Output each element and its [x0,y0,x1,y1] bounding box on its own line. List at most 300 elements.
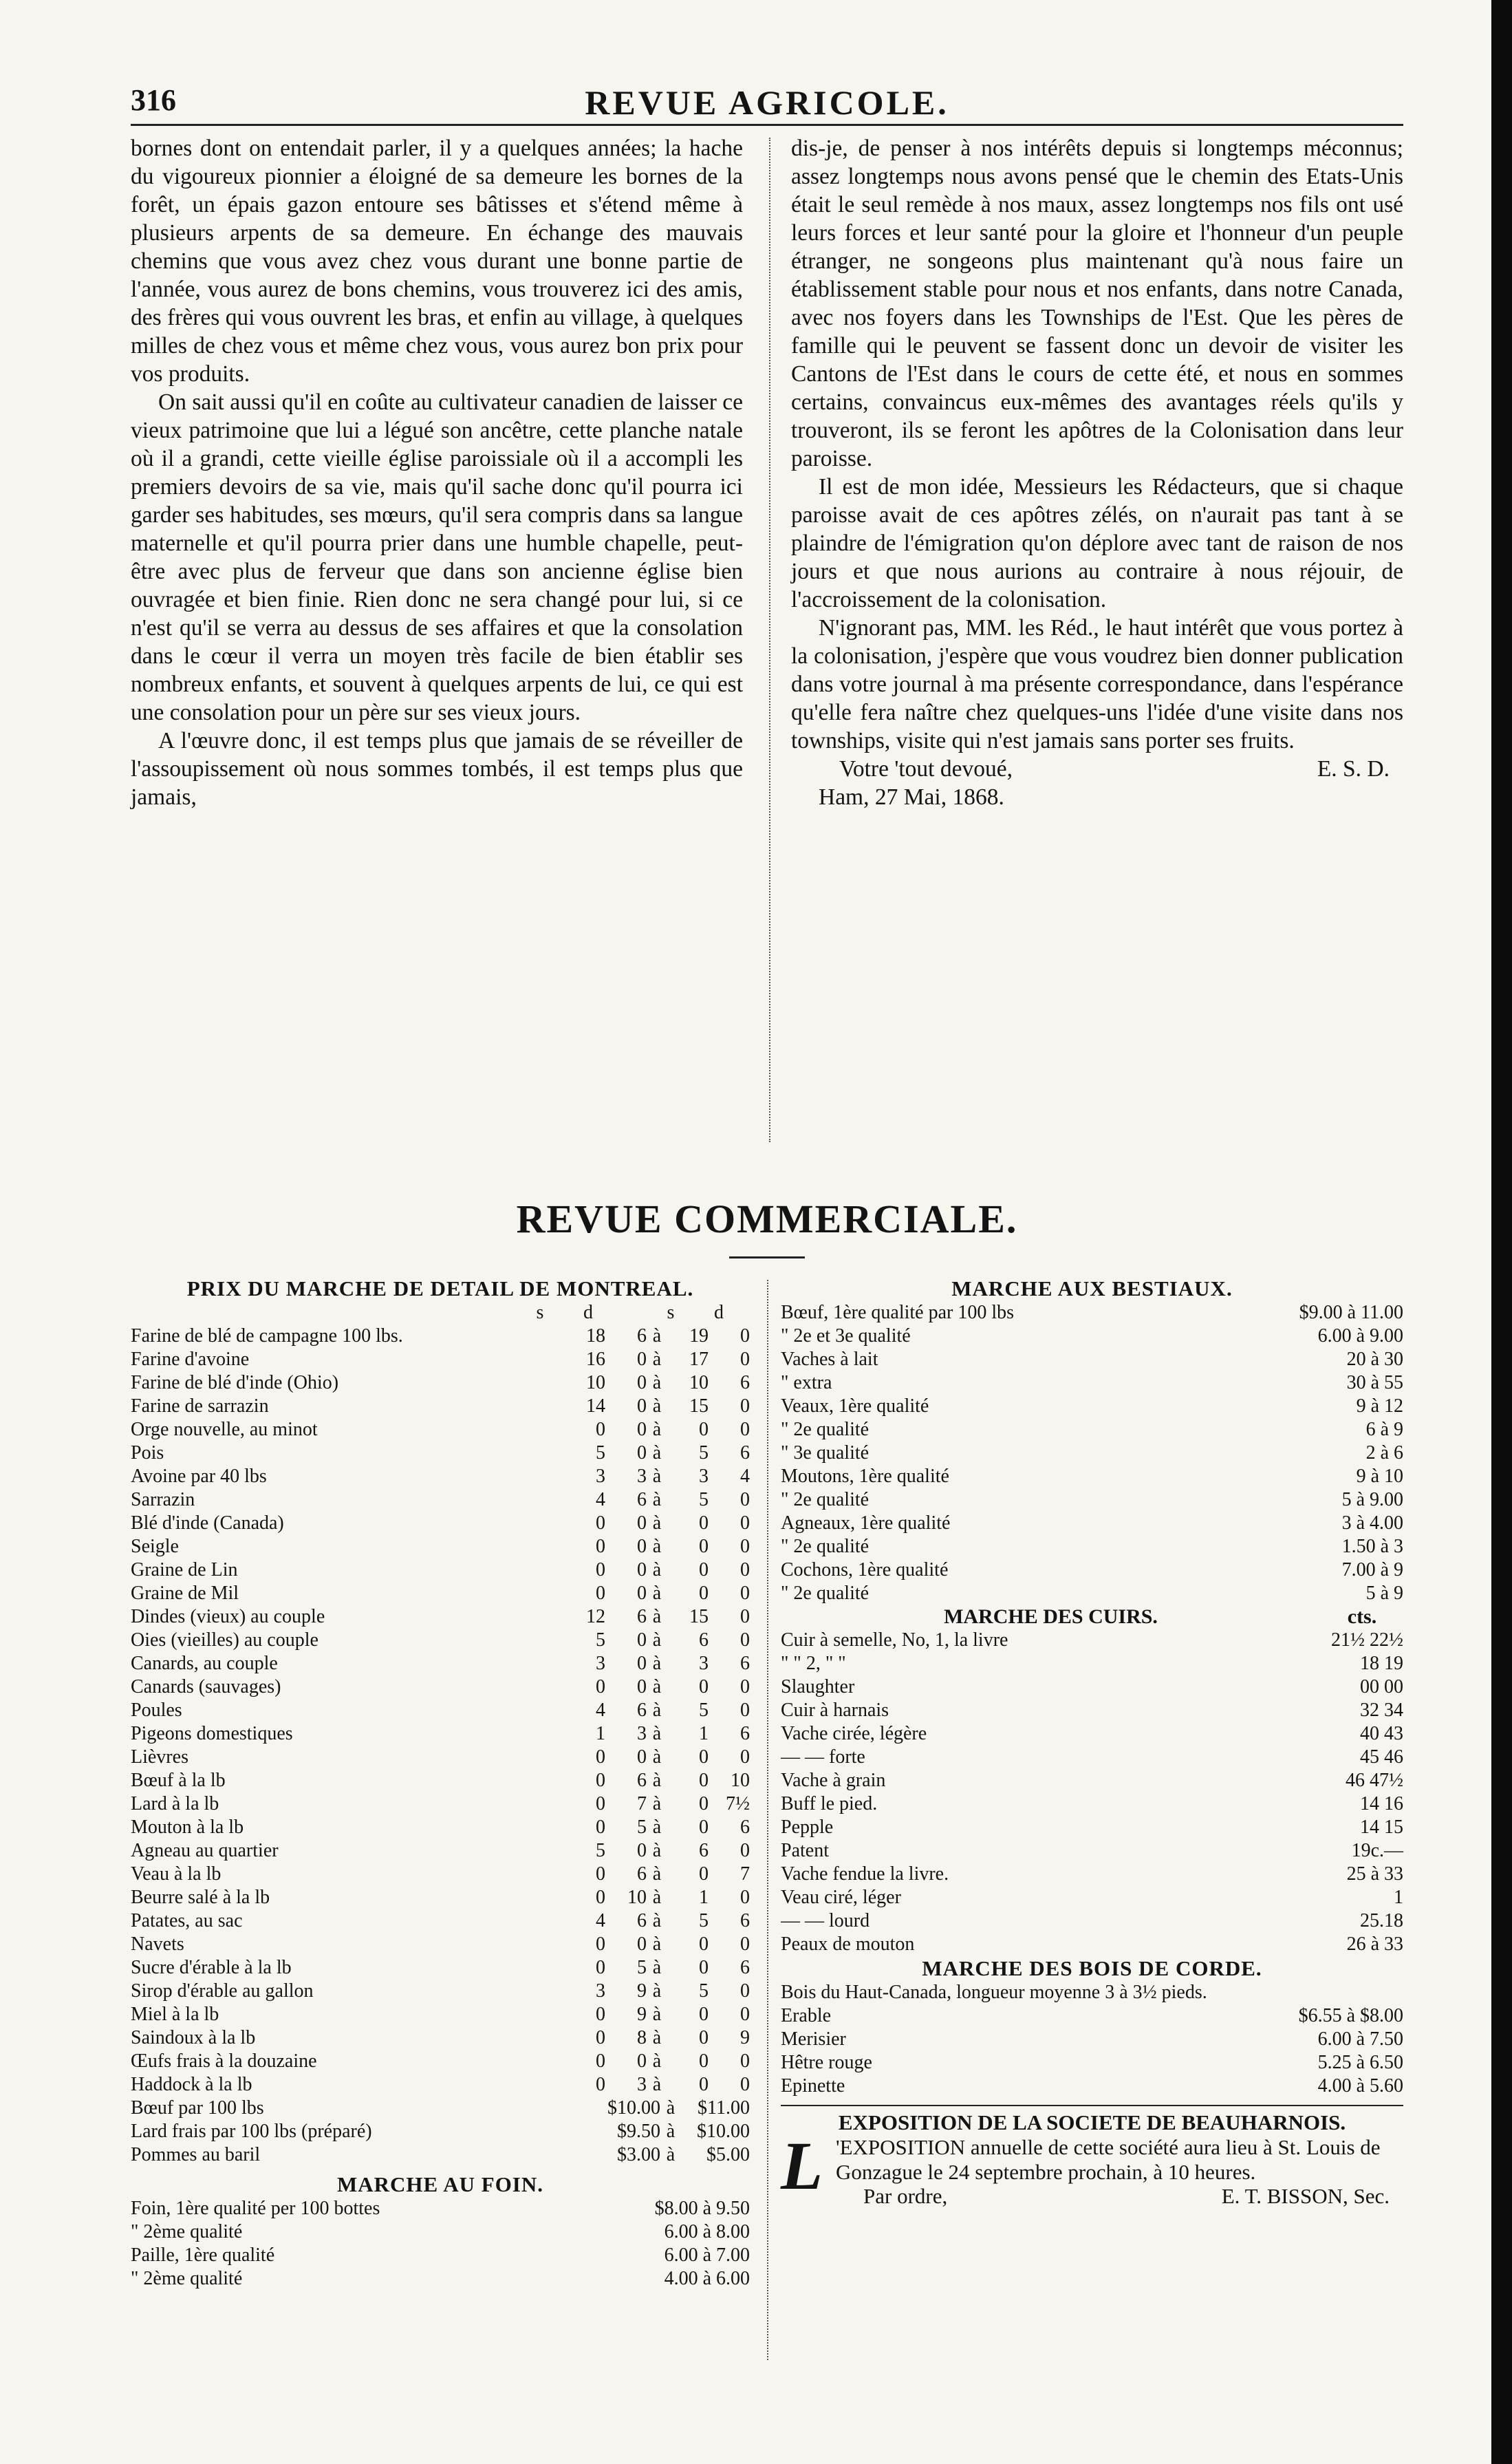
price-pence-low: 9 [637,2004,647,2025]
item-label: " 2e et 3e qualité [781,1325,911,1347]
bois-title: MARCHE DES BOIS DE CORDE. [922,1956,1262,1980]
item-label: " 2e qualité [781,1536,870,1557]
item-price: 18 19 [1360,1653,1403,1674]
item-label: Miel à la lb [131,2004,219,2025]
table-row [781,1909,1403,1933]
price-pence-high: 0 [740,1419,750,1440]
montreal-market-column [131,1276,750,2291]
item-price: 25 à 33 [1346,1863,1403,1885]
exposition-title: EXPOSITION DE LA SOCIETE DE BEAUHARNOIS. [838,2110,1346,2134]
price-shillings-low: 3 [596,1653,605,1674]
range-sep: à [652,1419,662,1440]
letter-left-column [131,134,743,811]
item-label: " 2e qualité [781,1489,870,1510]
price-pence-low: 6 [637,1700,647,1721]
price-pence-low: 0 [637,1559,647,1581]
bois-table [781,2004,1403,2098]
table-row [131,2097,750,2120]
table-row [781,2004,1403,2028]
cuirs-header [781,1605,1403,1629]
table-row [131,1512,750,1535]
price-shillings-low: 0 [596,1887,605,1908]
price-shillings-high: 0 [699,1536,709,1557]
letter-signature-line [791,755,1403,783]
item-label: Farine de blé d'inde (Ohio) [131,1372,339,1393]
price-shillings-low: 0 [596,1746,605,1768]
montreal-title: PRIX DU MARCHE DE DETAIL DE MONTREAL. [186,1276,694,1300]
item-price: 25.18 [1360,1910,1403,1931]
letter-right-column [791,134,1403,811]
item-price: 6.00 à 7.00 [664,2245,750,2266]
price-pence-low: 5 [637,1817,647,1838]
table-row [131,2244,750,2267]
table-row [131,1792,750,1816]
montreal-dollar-table [131,2097,750,2167]
price-shillings-high: 0 [699,2074,709,2095]
item-label: Peaux de mouton [781,1933,915,1955]
table-row [781,1512,1403,1535]
table-row [131,1605,750,1629]
item-label: Cochons, 1ère qualité [781,1559,949,1581]
price-shillings-high: 0 [699,1770,709,1791]
item-label: Moutons, 1ère qualité [781,1466,949,1487]
item-label: Farine de blé de campagne 100 lbs. [131,1325,403,1347]
item-label: Foin, 1ère qualité per 100 bottes [131,2198,380,2219]
price-low: $3.00 [617,2144,660,2165]
price-pence-low: 5 [637,1957,647,1978]
table-row [131,1395,750,1418]
price-shillings-low: 0 [596,1559,605,1581]
price-low: $10.00 [607,2097,660,2119]
table-row [131,1348,750,1371]
price-shillings-high: 0 [699,1559,709,1581]
price-pence-low: 0 [637,1536,647,1557]
item-label: Pepple [781,1817,834,1838]
section-title: REVUE COMMERCIALE. [516,1197,1018,1241]
price-high: $11.00 [698,2097,750,2119]
price-shillings-high: 0 [699,2004,709,2025]
table-row [131,1816,750,1839]
price-pence-high: 0 [740,1933,750,1955]
price-shillings-high: 0 [699,1676,709,1697]
item-label: Navets [131,1933,184,1955]
table-row [781,1488,1403,1512]
price-pence-high: 0 [740,1489,750,1510]
range-sep: à [652,1746,662,1768]
price-shillings-low: 1 [596,1723,605,1744]
item-price: 1.50 à 3 [1341,1536,1403,1557]
price-shillings-low: 14 [586,1395,605,1417]
price-pence-high: 0 [740,1325,750,1347]
price-pence-high: 0 [740,1746,750,1768]
item-label: Patates, au sac [131,1910,243,1931]
price-shillings-high: 1 [699,1887,709,1908]
price-shillings-low: 0 [596,1863,605,1885]
price-shillings-low: 0 [596,2074,605,2095]
range-sep: à [652,1629,662,1651]
item-label: Bœuf par 100 lbs [131,2097,264,2119]
price-pence-low: 6 [637,1606,647,1627]
price-pence-high: 0 [740,2004,750,2025]
col-header: s [667,1302,675,1323]
range-sep: à [652,1700,662,1721]
item-label: " 2e qualité [781,1583,870,1604]
item-price: 6 à 9 [1365,1419,1403,1440]
price-shillings-high: 5 [699,1442,709,1464]
item-price: 4.00 à 6.00 [664,2268,750,2289]
price-pence-high: 6 [740,1957,750,1978]
price-shillings-low: 0 [596,1419,605,1440]
item-label: Cuir à harnais [781,1700,889,1721]
item-label: Sirop d'érable au gallon [131,1980,314,2002]
price-shillings-high: 0 [699,2050,709,2072]
table-row [781,1933,1403,1956]
range-sep: à [652,1980,662,2002]
range-sep: à [652,2050,662,2072]
price-pence-low: 3 [637,1723,647,1744]
table-row [131,2197,750,2220]
price-pence-high: 0 [740,2074,750,2095]
table-row [131,2026,750,2050]
item-label: Avoine par 40 lbs [131,1466,267,1487]
range-sep: à [652,2074,662,2095]
range-sep: à [652,1957,662,1978]
item-price: 6.00 à 8.00 [664,2221,750,2242]
item-label: Farine d'avoine [131,1349,250,1370]
item-price: 6.00 à 9.00 [1317,1325,1403,1347]
price-shillings-low: 0 [596,1536,605,1557]
price-shillings-low: 0 [596,1793,605,1814]
range-sep: à [652,1606,662,1627]
item-label: Blé d'inde (Canada) [131,1512,284,1534]
price-shillings-low: 16 [586,1349,605,1370]
item-label: Lard à la lb [131,1793,219,1814]
table-row [781,1465,1403,1488]
table-row [781,1582,1403,1605]
price-column-headers [131,1301,750,1325]
range-sep: à [652,1793,662,1814]
price-pence-high: 0 [740,1606,750,1627]
price-shillings-low: 4 [596,1700,605,1721]
price-shillings-high: 0 [699,1957,709,1978]
price-pence-high: 7 [740,1863,750,1885]
table-row [131,2073,750,2097]
table-row [131,1582,750,1605]
item-label: Patent [781,1840,829,1861]
range-sep: à [666,2144,676,2165]
table-row [131,1652,750,1675]
foin-table [131,2197,750,2291]
price-shillings-high: 15 [689,1606,709,1627]
item-label: Buff le pied. [781,1793,878,1814]
table-row [131,1980,750,2003]
item-label: Pommes au baril [131,2144,261,2165]
range-sep: à [652,1910,662,1931]
item-label: Canards (sauvages) [131,1676,281,1697]
item-label: " " 2, " " [781,1653,846,1674]
item-price: 14 16 [1360,1793,1403,1814]
item-label: Veau ciré, léger [781,1887,901,1908]
item-price: 7.00 à 9 [1341,1559,1403,1581]
table-row [131,1699,750,1722]
price-pence-low: 10 [627,1887,647,1908]
dropcap-letter: L [781,2128,823,2204]
item-label: Oies (vieilles) au couple [131,1629,318,1651]
col-header: d [714,1302,724,1323]
price-shillings-low: 12 [586,1606,605,1627]
table-row [131,1442,750,1465]
price-shillings-high: 3 [699,1653,709,1674]
range-sep: à [652,1676,662,1697]
table-row [781,1675,1403,1699]
range-sep: à [652,1349,662,1370]
range-sep: à [652,1817,662,1838]
table-row [131,1769,750,1792]
table-row [781,1652,1403,1675]
item-label: Œufs frais à la douzaine [131,2050,317,2072]
item-label: Hêtre rouge [781,2052,872,2073]
item-label: Canards, au couple [131,1653,278,1674]
price-shillings-high: 17 [689,1349,709,1370]
item-label: Erable [781,2005,832,2026]
price-pence-high: 4 [740,1466,750,1487]
item-price: 40 43 [1360,1723,1403,1744]
price-pence-high: 0 [740,1583,750,1604]
price-pence-high: 0 [740,1536,750,1557]
price-shillings-high: 5 [699,1700,709,1721]
price-shillings-low: 0 [596,2004,605,2025]
table-row [781,1418,1403,1442]
item-price: 32 34 [1360,1700,1403,1721]
price-pence-low: 6 [637,1325,647,1347]
price-shillings-low: 0 [596,1957,605,1978]
table-row [781,1769,1403,1792]
item-label: Epinette [781,2075,845,2097]
item-label: Merisier [781,2028,846,2050]
price-shillings-high: 5 [699,1489,709,1510]
price-pence-low: 0 [637,1583,647,1604]
item-label: Saindoux à la lb [131,2027,256,2048]
price-shillings-high: 0 [699,1583,709,1604]
range-sep: à [652,2004,662,2025]
item-label: " 2ème qualité [131,2268,243,2289]
item-label: Cuir à semelle, No, 1, la livre [781,1629,1008,1651]
range-sep: à [652,1489,662,1510]
price-shillings-low: 4 [596,1489,605,1510]
table-row [131,1629,750,1652]
table-row [131,1418,750,1442]
exposition-text: 'EXPOSITION annuelle de cette société aura lieu à St. Louis de Gonzague le 24 septembre prochain, à 10 heures. [836,2135,1381,2184]
price-pence-low: 0 [637,1419,647,1440]
table-row [131,1488,750,1512]
price-pence-low: 0 [637,1349,647,1370]
price-pence-low: 0 [637,1512,647,1534]
price-pence-high: 9 [740,2027,750,2048]
price-pence-high: 0 [740,1512,750,1534]
range-sep: à [652,1466,662,1487]
item-label: Dindes (vieux) au couple [131,1606,325,1627]
scan-edge-bar [1491,0,1512,2464]
range-sep: à [652,1770,662,1791]
price-pence-high: 7½ [726,1793,750,1814]
bestiaux-table [781,1301,1403,1605]
price-pence-low: 3 [637,2074,647,2095]
item-label: Mouton à la lb [131,1817,244,1838]
price-pence-low: 0 [637,1933,647,1955]
item-label: Paille, 1ère qualité [131,2245,275,2266]
price-shillings-low: 3 [596,1466,605,1487]
exposition-by: Par ordre, [863,2184,948,2208]
item-label: Sucre d'érable à la lb [131,1957,292,1978]
range-sep: à [652,1863,662,1885]
table-row [781,1839,1403,1863]
table-row [131,2050,750,2073]
cuirs-title: MARCHE DES CUIRS. [944,1605,1158,1628]
table-row [131,1956,750,1980]
bestiaux-title: MARCHE AUX BESTIAUX. [951,1276,1233,1300]
table-row [781,1325,1403,1348]
table-row [131,1558,750,1582]
item-price: 45 46 [1360,1746,1403,1768]
table-row [781,1792,1403,1816]
item-label: Bœuf, 1ère qualité par 100 lbs [781,1302,1015,1323]
item-price: 6.00 à 7.50 [1317,2028,1403,2050]
price-pence-high: 6 [740,1910,750,1931]
item-label: " 2ème qualité [131,2221,243,2242]
price-shillings-high: 0 [699,1863,709,1885]
column-divider [769,138,770,1142]
price-shillings-high: 0 [699,2027,709,2048]
price-pence-high: 6 [740,1653,750,1674]
table-row [131,2267,750,2291]
col-header: d [583,1302,593,1323]
price-shillings-high: 5 [699,1980,709,2002]
item-price: 5.25 à 6.50 [1317,2052,1403,2073]
item-price: 20 à 30 [1346,1349,1403,1370]
item-label: Vache fendue la livre. [781,1863,949,1885]
item-label: Lièvres [131,1746,188,1768]
table-row [131,1722,750,1746]
price-pence-low: 0 [637,2050,647,2072]
price-shillings-high: 6 [699,1840,709,1861]
item-label: Bœuf à la lb [131,1770,226,1791]
item-label: Vache cirée, légère [781,1723,927,1744]
price-pence-low: 0 [637,1629,647,1651]
price-shillings-high: 0 [699,1419,709,1440]
item-price: 00 00 [1360,1676,1403,1697]
table-row [131,2120,750,2143]
col-header: s [536,1302,544,1323]
range-sep: à [652,1583,662,1604]
letter-paragraph: N'ignorant pas, MM. les Réd., le haut intérêt que vous portez à la colonisation, j'espère que vous voudrez bien donner publication dans votre journal à ma présente correspondance, dans l'espérance qu'elle fera naître chez quelques-uns l'idée d'une visite dans nos townships, visite qui n'est jamais sans porter ses fruits. [791,615,1403,753]
range-sep: à [652,1372,662,1393]
item-label: Agneau au quartier [131,1840,279,1861]
price-shillings-high: 0 [699,1793,709,1814]
table-row [781,1863,1403,1886]
price-high: $5.00 [706,2144,750,2165]
price-pence-low: 0 [637,1840,647,1861]
price-pence-high: 6 [740,1817,750,1838]
item-label: Veaux, 1ère qualité [781,1395,929,1417]
price-shillings-low: 0 [596,1770,605,1791]
header-rule [131,124,1403,126]
table-row [781,1816,1403,1839]
price-shillings-low: 0 [596,1933,605,1955]
item-price: 26 à 33 [1346,1933,1403,1955]
price-pence-low: 0 [637,1676,647,1697]
montreal-table [131,1325,750,2097]
table-row [781,2051,1403,2075]
table-row [781,1301,1403,1325]
price-shillings-high: 0 [699,1817,709,1838]
price-pence-low: 0 [637,1746,647,1768]
exposition-signer: E. T. BISSON, Sec. [1221,2184,1390,2208]
item-price: 46 47½ [1346,1770,1403,1791]
price-pence-low: 0 [637,1442,647,1464]
cuirs-table [781,1629,1403,1956]
price-pence-low: 3 [637,1466,647,1487]
section-rule [729,1256,805,1258]
price-pence-high: 0 [740,1887,750,1908]
item-label: Seigle [131,1536,179,1557]
table-row [131,1886,750,1909]
item-price: 9 à 12 [1356,1395,1403,1417]
range-sep: à [666,2121,676,2142]
table-row [781,1442,1403,1465]
table-row [781,1722,1403,1746]
table-row [781,1886,1403,1909]
price-shillings-low: 10 [586,1372,605,1393]
price-pence-low: 0 [637,1372,647,1393]
price-pence-low: 7 [637,1793,647,1814]
item-price: 5 à 9.00 [1341,1489,1403,1510]
price-pence-high: 6 [740,1372,750,1393]
price-pence-high: 0 [740,1395,750,1417]
item-price: 30 à 55 [1346,1372,1403,1393]
price-shillings-low: 4 [596,1910,605,1931]
item-label: " 2e qualité [781,1419,870,1440]
table-row [131,1675,750,1699]
exposition-signature [781,2185,1403,2208]
range-sep: à [652,1653,662,1674]
price-shillings-high: 0 [699,1746,709,1768]
item-label: Poules [131,1700,182,1721]
item-label: Agneaux, 1ère qualité [781,1512,951,1534]
table-row [131,2143,750,2167]
item-label: Vache à grain [781,1770,886,1791]
price-pence-high: 6 [740,1442,750,1464]
price-pence-low: 8 [637,2027,647,2048]
item-price: 21½ 22½ [1331,1629,1403,1651]
table-row [131,1839,750,1863]
item-price: 4.00 à 5.60 [1317,2075,1403,2097]
range-sep: à [652,1723,662,1744]
item-label: Sarrazin [131,1489,195,1510]
price-shillings-high: 10 [689,1372,709,1393]
journal-title: REVUE AGRICOLE. [585,83,949,122]
price-pence-low: 6 [637,1489,647,1510]
range-sep: à [652,1512,662,1534]
price-pence-low: 6 [637,1910,647,1931]
table-row [781,2075,1403,2098]
letter-paragraph: bornes dont on entendait parler, il y a quelques années; la hache du vigoureux pionnier a éloigné de sa demeure les bornes de la forêt, un épais gazon entoure ses bâtisses et s'étend même à plusieurs arpents de sa demeure. En échange des mauvais chemins que vous avez chez vous durant une bonne partie de l'année, vous aurez de bons chemins, vous trouverez ici des amis, des frères qui vous ouvrent les bras, et enfin au village, à quelques milles de chez vous et même chez vous, vous aurez bon prix pour vos produits. [131,136,743,387]
item-price: $8.00 à 9.50 [654,2198,750,2219]
price-shillings-low: 0 [596,2050,605,2072]
range-sep: à [652,1933,662,1955]
item-label: Veau à la lb [131,1863,222,1885]
range-sep: à [652,1887,662,1908]
item-price: 2 à 6 [1365,1442,1403,1464]
